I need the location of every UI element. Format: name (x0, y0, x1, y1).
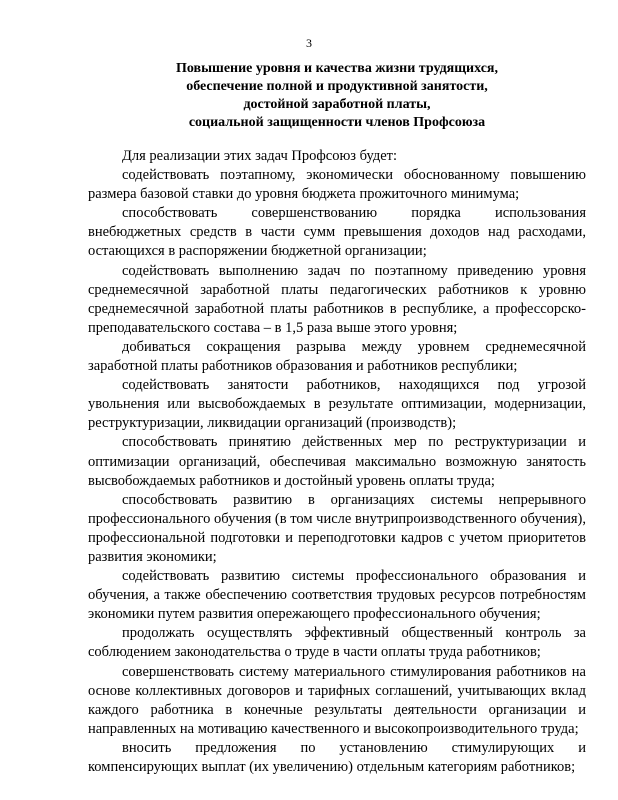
list-item: содействовать развитию системы профессионального образования и обучения, а также обеспечению соответствия трудовых ресурсов потребностям экономики путем развития опережающего профессионального обучения; (88, 568, 586, 623)
list-item: способствовать принятию действенных мер по реструктуризации и оптимизации организаций, обеспечивая максимально возможную занятость высвобождаемых работников и достойный уровень оплаты труда; (88, 434, 586, 489)
heading-line: достойной заработной платы, (243, 97, 431, 112)
list-item: содействовать занятости работников, находящихся под угрозой увольнения или высвобождаемых в результате оптимизации, модернизации, реструктуризации, ликвидации организаций (производств); (88, 377, 586, 432)
list-item: добиваться сокращения разрыва между уровнем среднемесячной заработной платы работников образования и работников республики; (88, 338, 586, 375)
list-item: способствовать совершенствованию порядка использования внебюджетных средств в части сумм превышения доходов над расходами, остающихся в распоряжении бюджетной организации; (88, 205, 586, 260)
list-item: совершенствовать систему материального стимулирования работников на основе коллективных договоров и тарифных соглашений, учитывающих вклад каждого работника в конечные результаты деятельности организации и направленных на мотивацию качественного и высокопроизводительного труда; (88, 663, 586, 737)
list-item: содействовать выполнению задач по поэтапному приведению уровня среднемесячной заработной платы педагогических работников к уровню среднемесячной заработной платы работников в республике, а профессорско-преподавательского состава – в 1,5 раза выше этого уровня; (88, 262, 586, 336)
list-item: способствовать развитию в организациях системы непрерывного профессионального обучения (в том числе внутрипроизводственного обучения), профессиональной подготовки и переподготовки кадров с учетом приоритетов развития экономики; (88, 491, 586, 565)
intro-paragraph: Для реализации этих задач Профсоюз будет: (122, 148, 397, 164)
heading-line: Повышение уровня и качества жизни трудящихся, (175, 61, 498, 76)
list-item: продолжать осуществлять эффективный общественный контроль за соблюдением законодательства о труде в части оплаты труда работников; (88, 625, 586, 661)
page-number: 3 (306, 36, 312, 50)
list-item: вносить предложения по установлению стимулирующих и компенсирующих выплат (их увеличению) отдельным категориям работников; (88, 739, 586, 775)
section-heading (88, 60, 586, 132)
heading-line: обеспечение полной и продуктивной занятости, (186, 79, 488, 94)
heading-line: социальной защищенности членов Профсоюза (188, 115, 486, 130)
document-body (88, 147, 586, 777)
list-item: содействовать поэтапному, экономически обоснованному повышению размера базовой ставки до уровня бюджета прожиточного минимума; (88, 167, 586, 203)
